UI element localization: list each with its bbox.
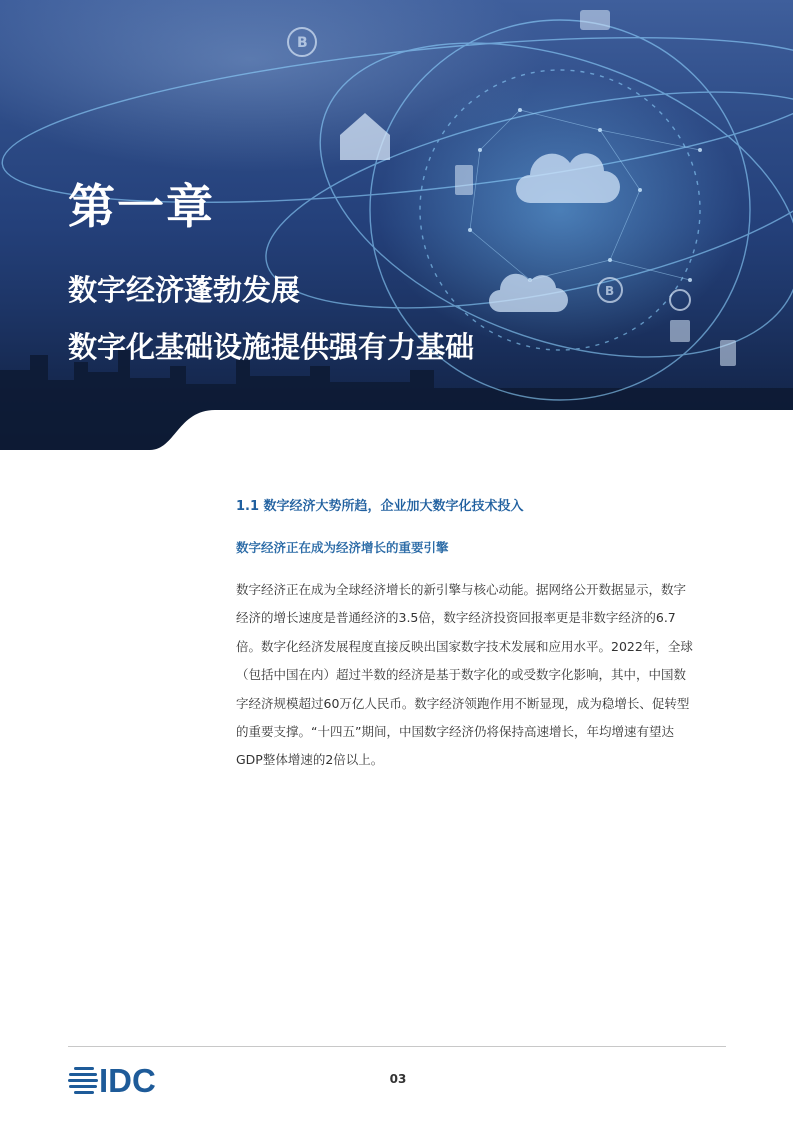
idc-logo-text: IDC <box>99 1062 156 1099</box>
chapter-subtitle-line-2: 数字化基础设施提供强有力基础 <box>68 330 475 364</box>
svg-text:B: B <box>297 35 308 51</box>
hero-banner <box>0 0 793 452</box>
body-line: GDP整体增速的2倍以上。 <box>236 752 384 768</box>
body-line: 的重要支撑。“十四五”期间，中国数字经济仍将保持高速增长，年均增速有望达 <box>236 724 674 740</box>
svg-text:B: B <box>605 284 615 298</box>
chapter-subtitle-line-1: 数字经济蓬勃发展 <box>68 273 301 307</box>
footer-divider <box>68 1046 726 1047</box>
body-line: 数字经济正在成为全球经济增长的新引擎与核心动能。据网络公开数据显示，数字 <box>236 582 687 597</box>
body-line: 字经济规模超过60万亿人民币。数字经济领跑作用不断显现，成为稳增长、促转型 <box>236 695 690 711</box>
body-line: （包括中国在内）超过半数的经济是基于数字化的或受数字化影响，其中，中国数 <box>236 667 687 683</box>
section-heading: 1.1 数字经济大势所趋，企业加大数字化技术投入 <box>236 499 524 514</box>
body-line: 经济的增长速度是普通经济的3.5倍，数字经济投资回报率更是非数字经济的6.7 <box>236 610 676 626</box>
section-subheading: 数字经济正在成为经济增长的重要引擎 <box>236 540 449 555</box>
chapter-title: 第一章 <box>68 180 215 235</box>
body-line: 倍。数字化经济发展程度直接反映出国家数字技术发展和应用水平。2022年，全球 <box>236 638 693 654</box>
body-paragraph <box>236 576 728 775</box>
page-number: 03 <box>389 1072 407 1086</box>
